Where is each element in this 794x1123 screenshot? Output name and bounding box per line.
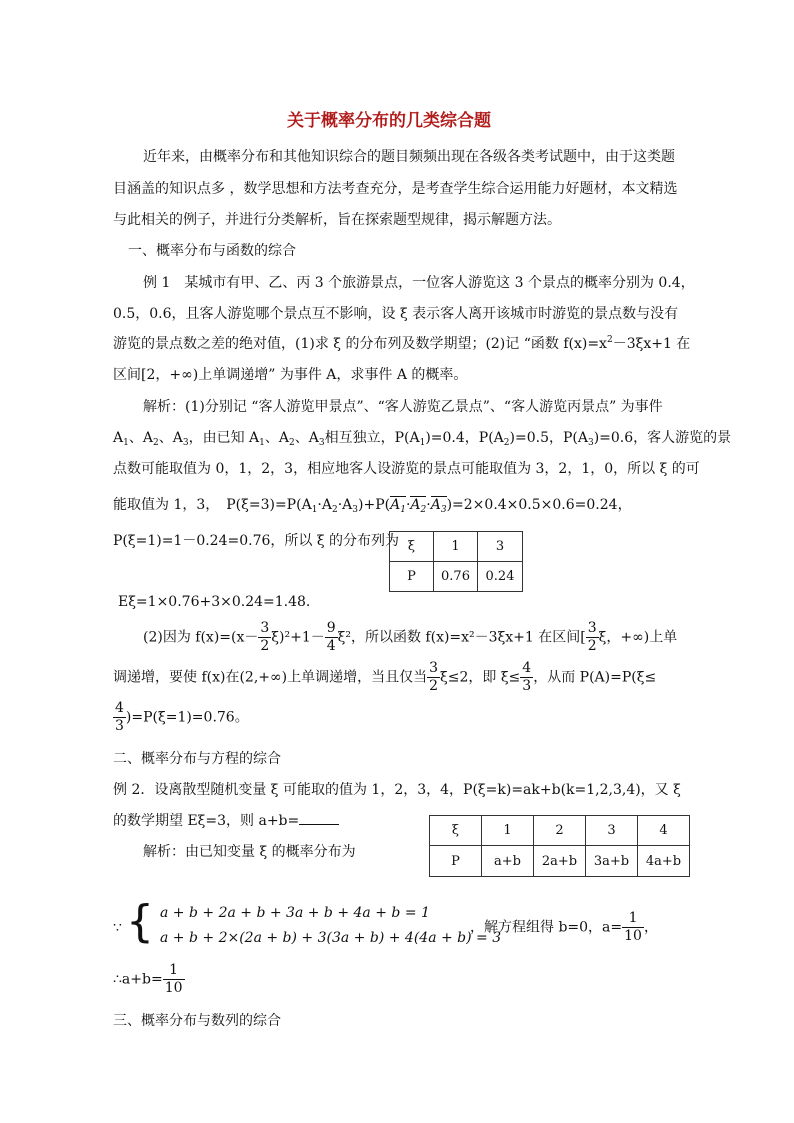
solution-1-line-2: $A_1$、$A_2$、$A_3$，由已知 $A_1$、$A_2$、$A_3$相互独立，$P(A_1)=0.4$，$P(A_2)=0.5$，$P(A_3)=0.6$，客人游览的景 [113, 430, 732, 448]
solution-1-line-4: 能取值为 1，3， $P(\xi=3)=P(A_1\cdot A_2\cdot A_3)+P(A_1\cdot A_2\cdot A_3)=2\times 0.4\times 0.5\times 0.6=0.24$， [113, 497, 632, 515]
example-2-line-3: 解析：由已知变量 ξ 的概率分布为 [143, 844, 356, 860]
table-cell: 3a+b [586, 846, 638, 877]
since-symbol: ∵ [113, 920, 122, 936]
overline-a2: $A_2$ [410, 497, 427, 515]
fraction-9-4: $\frac{9}{4}$ [326, 620, 336, 654]
table-cell: 0.76 [434, 562, 478, 592]
fraction-1-10: $\frac{1}{10}$ [624, 910, 642, 944]
solution-1-line-6: Eξ=1×0.76+3×0.24=1.48. [118, 594, 311, 610]
solution-1-line-3: 点数可能取值为 0，1，2，3，相应地客人设游览的景点可能取值为 3，2，1，0，所以 ξ 的可 [113, 461, 700, 477]
page-title: 关于概率分布的几类综合题 [287, 111, 491, 131]
table-cell: 3 [478, 532, 523, 562]
fraction-4-3: $\frac{4}{3}$ [115, 700, 124, 734]
example-2-line-2: 的数学期望 Eξ=3，则 a+b= [113, 810, 339, 830]
equation-2: a + b + 2×(2a + b) + 3(3a + b) + 4(4a + b) = 3 [160, 930, 502, 946]
solution-1-line-1: 解析：(1)分别记 “客人游览甲景点”、“客人游览乙景点”、“客人游览丙景点” 为事件 [143, 399, 663, 415]
table-row [430, 846, 690, 877]
example-1-line-1: 例 1 某城市有甲、乙、丙 3 个旅游景点，一位客人游览这 3 个景点的概率分别为 0.4， [143, 275, 695, 291]
example-1-line-2: 0.5，0.6，且客人游览哪个景点互不影响，设 ξ 表示客人离开该城市时游览的景点数与没有 [113, 306, 679, 322]
fraction-3-2: $\frac{3}{2}$ [587, 620, 597, 654]
table-row [390, 562, 523, 592]
solution-1-line-8: 调递增，要使 f(x)在(2,+∞)上单调递增，当且仅当 $\frac{3}{2}$ ξ≤2，即 ξ≤ $\frac{4}{3}$ ，从而 P(A)=P(ξ≤ [113, 660, 657, 694]
table-row [390, 532, 523, 562]
section-2-heading: 二、概率分布与方程的综合 [113, 751, 281, 767]
solution-1-line-7: (2)因为 f(x)=(x－ $\frac{3}{2}$ ξ)²+1－ $\frac{9}{4}$ ξ²，所以函数 f(x)=x²－3ξx+1 在区间[ $\frac{3}{2}$ ξ，+∞)上单 [143, 620, 678, 654]
equation-result: ，解方程组得 b=0，a= $\frac{1}{10}$ ， [470, 910, 658, 944]
example-1-line-3: 游览的景点数之差的绝对值，(1)求 ξ 的分布列及数学期望；(2)记 “函数 $f(x)=x^2-3\xi x+1$ 在 [113, 335, 691, 352]
overline-a3: $A_3$ [430, 497, 447, 515]
table-cell: 2 [534, 816, 586, 846]
table-cell: P [390, 562, 434, 592]
table-cell: 1 [434, 532, 478, 562]
table-cell: 4a+b [638, 846, 690, 877]
section-1-heading: 一、概率分布与函数的综合 [128, 243, 296, 259]
equation-1: a + b + 2a + b + 3a + b + 4a + b = 1 [160, 905, 430, 921]
distribution-table-2 [429, 815, 690, 877]
table-cell: ξ [430, 816, 482, 846]
table-row [430, 816, 690, 846]
table-cell: 4 [638, 816, 690, 846]
table-cell: a+b [482, 846, 534, 877]
answer-blank [299, 812, 339, 825]
table-cell: 0.24 [478, 562, 523, 592]
intro-line-1: 近年来，由概率分布和其他知识综合的题目频频出现在各级各类考试题中，由于这类题 [143, 149, 675, 165]
brace-symbol: { [126, 896, 154, 947]
table-cell: P [430, 846, 482, 877]
example-1-line-4: 区间[2，+∞)上单调递增” 为事件 A，求事件 A 的概率。 [113, 367, 468, 383]
overline-a1: $A_1$ [390, 497, 406, 515]
intro-line-2: 目涵盖的知识点多 ，数学思想和方法考查充分，是考查学生综合运用能力好题材，本文精选 [113, 181, 678, 197]
fraction-3-2: $\frac{3}{2}$ [429, 660, 439, 694]
distribution-table-1 [389, 531, 523, 592]
example-2-line-1: 例 2．设离散型随机变量 ξ 可能取的值为 1，2，3，4，P(ξ=k)=ak+b(k=1,2,3,4)，又 ξ [113, 782, 681, 798]
final-answer: ∴a+b= $\frac{1}{10}$ [113, 962, 183, 996]
table-cell: 2a+b [534, 846, 586, 877]
solution-1-line-5: P(ξ=1)=1－0.24=0.76，所以 ξ 的分布列为 [113, 533, 400, 549]
table-cell: 3 [586, 816, 638, 846]
fraction-4-3: $\frac{4}{3}$ [522, 660, 532, 694]
section-3-heading: 三、概率分布与数列的综合 [113, 1013, 281, 1029]
fraction-1-10: $\frac{1}{10}$ [164, 962, 183, 996]
intro-line-3: 与此相关的例子，并进行分类解析，旨在探索题型规律，揭示解题方法。 [113, 212, 561, 228]
table-cell: 1 [482, 816, 534, 846]
solution-1-line-9: $\frac{4}{3}$ )=P(ξ=1)=0.76。 [115, 700, 249, 734]
table-cell: ξ [390, 532, 434, 562]
fraction-3-2: $\frac{3}{2}$ [260, 620, 270, 654]
